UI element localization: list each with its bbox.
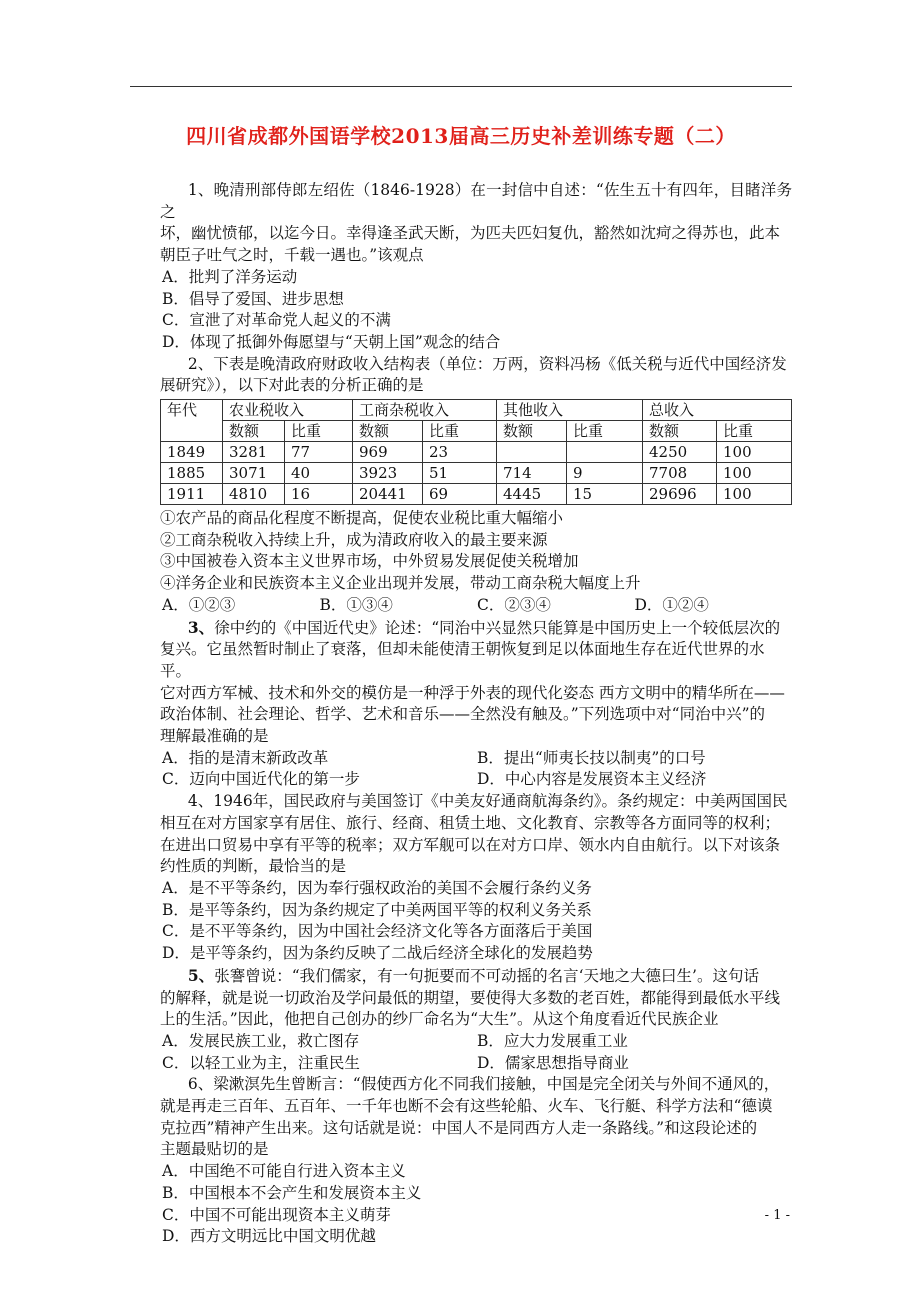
- table-row: [161, 484, 792, 505]
- option-a: A．是不平等条约，因为奉行强权政治的美国不会履行条约义务: [162, 878, 592, 897]
- page-title: 四川省成都外国语学校2013届高三历史补差训练专题（二）: [186, 124, 736, 148]
- table-header-cell: 比重: [717, 421, 792, 442]
- table-cell: 20441: [353, 484, 423, 505]
- option-a: A．批判了洋务运动: [162, 267, 298, 286]
- table-cell: 3071: [223, 463, 285, 484]
- question-text: 展研究》），以下对此表的分析正确的是: [160, 376, 424, 395]
- statement: ④洋务企业和民族资本主义企业出现并发展，带动工商杂税大幅度上升: [160, 574, 641, 593]
- question-text: 主题最贴切的是: [160, 1140, 269, 1159]
- option-c: C．宣泄了对革命党人起义的不满: [162, 311, 391, 330]
- table-cell: 23: [423, 442, 497, 463]
- question-6: [160, 1074, 792, 1248]
- option-b: B．①③④: [319, 595, 393, 614]
- question-text: 约性质的判断，最恰当的是: [160, 857, 347, 876]
- option-a: A．指的是清末新政改革: [162, 748, 329, 767]
- table-header-cell: 比重: [423, 421, 497, 442]
- statement: ①农产品的商品化程度不断提高，促使农业税比重大幅缩小: [160, 509, 564, 528]
- question-text: 坏，幽忧愤郁，以迄今日。幸得逢圣武天断，为匹夫匹妇复仇，豁然如沈疴之得苏也，此本: [160, 224, 781, 243]
- page-number: - 1 -: [764, 1208, 790, 1223]
- table-cell: 69: [423, 484, 497, 505]
- table-header-cell: 比重: [567, 421, 643, 442]
- table-cell: 29696: [643, 484, 717, 505]
- table-header-cell: 数额: [353, 421, 423, 442]
- table-cell: 1911: [161, 484, 223, 505]
- question-text: 5、张謇曾说：“我们儒家，有一句扼要而不可动摇的名言‘天地之大德曰生’。这句话: [187, 965, 759, 985]
- table-header-cell: 年代: [161, 400, 223, 442]
- table-cell: 77: [285, 442, 353, 463]
- table-header-cell: 数额: [643, 421, 717, 442]
- table-header-cell: 比重: [285, 421, 353, 442]
- question-text: 朝臣子吐气之时，千载一遇也。”该观点: [160, 246, 424, 265]
- question-text: 上的生活。”因此，他把自己创办的纱厂命名为“大生”。从这个角度看近代民族企业: [160, 1010, 719, 1029]
- table-cell: 100: [717, 442, 792, 463]
- question-text: 2、下表是晚清政府财政收入结构表（单位：万两，资料冯杨《低关税与近代中国经济发: [187, 354, 787, 373]
- table-header-cell: 总收入: [643, 400, 792, 421]
- option-d: D．儒家思想指导商业: [477, 1053, 629, 1072]
- table-cell: 3281: [223, 442, 285, 463]
- table-cell: [567, 442, 643, 463]
- question-text: 相互在对方国家享有居住、旅行、经商、租赁土地、文化教育、宗教等各方面同等的权利；: [160, 813, 781, 832]
- table-cell: [497, 442, 567, 463]
- option-c: C．中国不可能出现资本主义萌芽: [162, 1205, 391, 1224]
- table-header-cell: 农业税收入: [223, 400, 353, 421]
- option-c: C．以轻工业为主，注重民生: [162, 1053, 360, 1072]
- table-subheader-row: [161, 421, 792, 442]
- table-row: [161, 463, 792, 484]
- option-d: D．中心内容是发展资本主义经济: [477, 770, 707, 789]
- option-b: B．倡导了爱国、进步思想: [162, 289, 344, 308]
- option-b: B．提出“师夷长技以制夷”的口号: [477, 748, 706, 767]
- table-cell: 714: [497, 463, 567, 484]
- question-1: [160, 180, 792, 354]
- table-cell: 1849: [161, 442, 223, 463]
- option-b: B．应大力发展重工业: [477, 1031, 628, 1050]
- table-cell: 4810: [223, 484, 285, 505]
- header-rule: [130, 86, 792, 87]
- option-a: A．发展民族工业，救亡图存: [162, 1031, 360, 1050]
- option-d: D．西方文明远比中国文明优越: [162, 1227, 376, 1246]
- table-header-cell: 数额: [497, 421, 567, 442]
- question-text: 在进出口贸易中享有平等的税率；双方军舰可以在对方口岸、领水内自由航行。以下对该条: [160, 835, 781, 854]
- option-d: D．①②④: [634, 595, 709, 614]
- question-2: [160, 354, 792, 617]
- table-cell: 3923: [353, 463, 423, 484]
- options-row: [160, 1031, 792, 1053]
- question-text: 克拉西”精神产生出来。这句话就是说：中国人不是同西方人走一条路线。”和这段论述的: [160, 1118, 758, 1137]
- question-list: [160, 180, 792, 1248]
- table-cell: 7708: [643, 463, 717, 484]
- question-text: 理解最准确的是: [160, 727, 269, 746]
- table-cell: 1885: [161, 463, 223, 484]
- option-d: D．是平等条约，因为条约反映了二战后经济全球化的发展趋势: [162, 944, 593, 963]
- table-cell: 9: [567, 463, 643, 484]
- statement: ②工商杂税收入持续上升，成为清政府收入的最主要来源: [160, 530, 548, 549]
- table-cell: 15: [567, 484, 643, 505]
- table-cell: 100: [717, 463, 792, 484]
- option-d: D．体现了抵御外侮愿望与“天朝上国”观念的结合: [162, 332, 501, 351]
- question-4: [160, 791, 792, 965]
- option-b: B．中国根本不会产生和发展资本主义: [162, 1183, 422, 1202]
- revenue-table: [160, 399, 792, 505]
- table-header-cell: 数额: [223, 421, 285, 442]
- table-header-cell: 工商杂税收入: [353, 400, 497, 421]
- table-cell: 4445: [497, 484, 567, 505]
- option-b: B．是平等条约，因为条约规定了中美两国平等的权利义务关系: [162, 900, 592, 919]
- question-text: 它对西方军械、技术和外交的模仿是一种浮于外表的现代化姿态 西方文明中的精华所在——: [160, 683, 785, 702]
- options-row: [160, 1053, 792, 1075]
- option-c: C．②③④: [477, 595, 551, 614]
- question-text: 就是再走三百年、五百年、一千年也断不会有这些轮船、火车、飞行艇、科学方法和“德谟: [160, 1097, 773, 1116]
- question-5: [160, 965, 792, 1075]
- question-text: 复兴。它虽然暂时制止了衰落，但却未能使清王朝恢复到足以体面地生存在近代世界的水平。: [160, 640, 765, 680]
- question-3: [160, 617, 792, 792]
- options-row: [160, 748, 792, 770]
- question-text: 3、徐中约的《中国近代史》论述：“同治中兴显然只能算是中国历史上一个较低层次的: [187, 617, 781, 637]
- table-row: [161, 442, 792, 463]
- options-row: [160, 595, 792, 617]
- table-header-row: [161, 400, 792, 421]
- statement: ③中国被卷入资本主义世界市场，中外贸易发展促使关税增加: [160, 552, 579, 571]
- table-cell: 969: [353, 442, 423, 463]
- table-header-cell: 其他收入: [497, 400, 643, 421]
- question-text: 1、晚清刑部侍郎左绍佐（1846-1928）在一封信中自述：“佐生五十有四年，目睹洋务之: [160, 181, 792, 221]
- table-cell: 4250: [643, 442, 717, 463]
- question-text: 政治体制、社会理论、哲学、艺术和音乐——全然没有触及。”下列选项中对“同治中兴”的: [160, 705, 766, 724]
- option-c: C．迈向中国近代化的第一步: [162, 770, 360, 789]
- table-cell: 40: [285, 463, 353, 484]
- question-text: 4、1946年，国民政府与美国签订《中美友好通商航海条约》。条约规定：中美两国国民: [187, 792, 788, 811]
- table-cell: 51: [423, 463, 497, 484]
- option-a: A．中国绝不可能自行进入资本主义: [162, 1162, 406, 1181]
- table-cell: 16: [285, 484, 353, 505]
- question-text: 6、梁漱溟先生曾断言：“假使西方化不同我们接触，中国是完全闭关与外间不通风的，: [187, 1075, 780, 1094]
- table-cell: 100: [717, 484, 792, 505]
- option-a: A．①②③: [162, 595, 236, 614]
- question-text: 的解释，就是说一切政治及学问最低的期望，要使得大多数的老百姓，都能得到最低水平线: [160, 988, 781, 1007]
- option-c: C．是不平等条约，因为中国社会经济文化等各方面落后于美国: [162, 922, 593, 941]
- options-row: [160, 769, 792, 791]
